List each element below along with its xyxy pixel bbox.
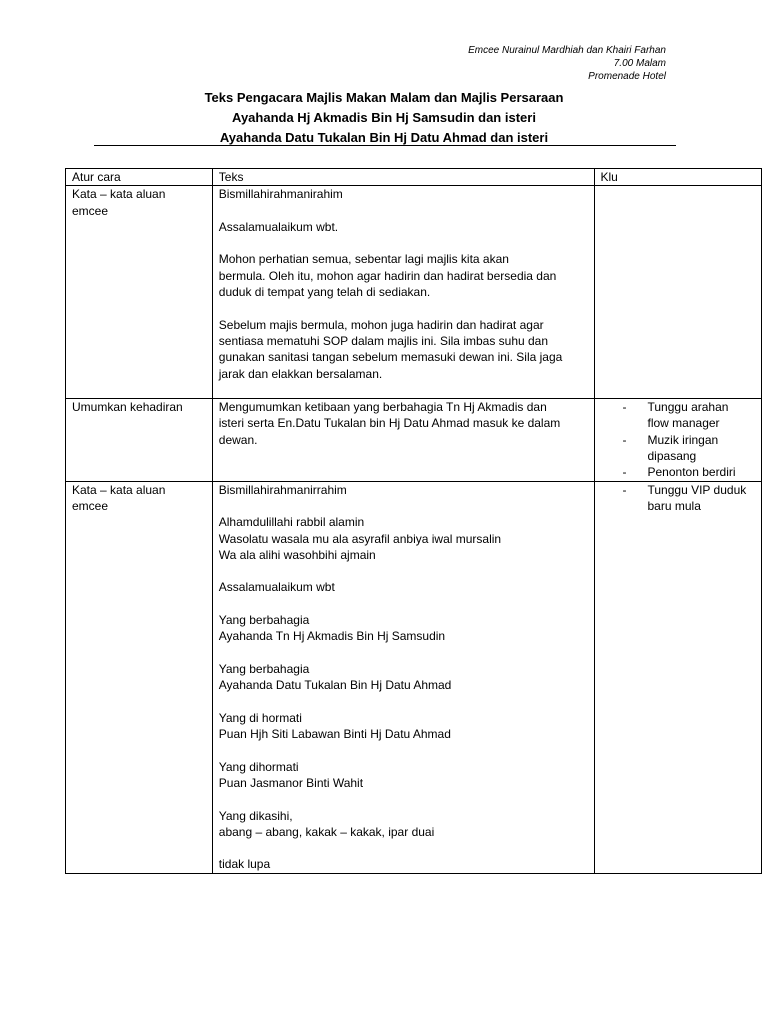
blank-line — [219, 596, 588, 612]
blank-line — [219, 300, 588, 316]
teks-line: Assalamualaikum wbt. — [218, 219, 339, 234]
blank-line — [219, 645, 588, 661]
title-line-2: Ayahanda Hj Akmadis Bin Hj Samsudin dan isteri — [232, 110, 536, 125]
teks-line: Ayahanda Tn Hj Akmadis Bin Hj Samsudin — [218, 629, 446, 644]
teks-line: Yang dikasihi, — [218, 808, 293, 823]
teks-line: tidak lupa — [218, 857, 271, 872]
cell-atur-cara — [66, 399, 213, 481]
klu-list — [601, 399, 756, 480]
meta-emcee: Emcee Nurainul Mardhiah dan Khairi Farhan — [468, 45, 666, 56]
teks-line: gunakan sanitasi tangan sebelum memasuki dewan ini. Sila jaga — [218, 350, 563, 365]
teks-line: Alhamdulillahi rabbil alamin — [218, 515, 365, 530]
event-meta — [468, 44, 666, 83]
blank-line — [219, 563, 588, 579]
table-row — [66, 186, 762, 399]
teks-line: Puan Jasmanor Binti Wahit — [218, 775, 364, 790]
teks-line: isteri serta En.Datu Tukalan bin Hj Datu Ahmad masuk ke dalam — [218, 416, 561, 431]
header-teks: Teks — [212, 169, 594, 186]
atur-cara-line: Kata – kata aluan — [72, 482, 166, 497]
header-klu: Klu — [594, 169, 762, 186]
klu-item: - Penonton berdiri — [601, 464, 756, 480]
teks-line: Wasolatu wasala mu ala asyrafil anbiya iwal mursalin — [218, 531, 502, 546]
blank-line — [219, 382, 588, 398]
teks-line: duduk di tempat yang telah di sediakan. — [218, 285, 431, 300]
teks-line: Assalamualaikum wbt — [218, 580, 335, 595]
teks-line: Yang berbahagia — [218, 661, 310, 676]
teks-line: abang – abang, kakak – kakak, ipar duai — [218, 824, 435, 839]
table-row — [66, 481, 762, 873]
teks-line: Mengumumkan ketibaan yang berbahagia Tn Hj Akmadis dan — [218, 400, 547, 415]
title-underline — [94, 145, 676, 146]
teks-line: Puan Hjh Siti Labawan Binti Hj Datu Ahmad — [218, 727, 451, 742]
cell-klu — [594, 186, 762, 399]
blank-line — [219, 742, 588, 758]
cell-klu — [594, 481, 762, 873]
atur-cara-line: Kata – kata aluan — [72, 187, 166, 202]
atur-cara-line: Umumkan kehadiran — [72, 400, 183, 415]
klu-item: - Tunggu VIP duduk baru mula — [601, 482, 756, 515]
title-line-1: Teks Pengacara Majlis Makan Malam dan Majlis Persaraan — [204, 90, 564, 105]
meta-venue: Promenade Hotel — [588, 71, 666, 82]
cell-atur-cara — [66, 186, 213, 399]
cell-teks — [212, 399, 594, 481]
cell-teks — [212, 481, 594, 873]
blank-line — [219, 840, 588, 856]
document-title — [94, 88, 674, 148]
blank-line — [219, 791, 588, 807]
teks-line: sentiasa mematuhi SOP dalam majlis ini. Sila imbas suhu dan — [218, 333, 549, 348]
teks-line: Yang dihormati — [218, 759, 299, 774]
cell-teks — [212, 186, 594, 399]
teks-line: Mohon perhatian semua, sebentar lagi majlis kita akan — [218, 252, 509, 267]
atur-cara-line: emcee — [72, 498, 109, 513]
title-line-3: Ayahanda Datu Tukalan Bin Hj Datu Ahmad dan isteri — [219, 130, 549, 145]
cell-atur-cara — [66, 481, 213, 873]
teks-line: Wa ala alihi wasohbihi ajmain — [218, 547, 376, 562]
klu-item: - Tunggu arahan flow manager — [601, 399, 756, 432]
cell-klu — [594, 399, 762, 481]
teks-line: Sebelum majis bermula, mohon juga hadirin dan hadirat agar — [218, 317, 544, 332]
table-row — [66, 399, 762, 481]
teks-line: Yang di hormati — [218, 710, 302, 725]
blank-line — [219, 694, 588, 710]
teks-line: Bismillahirahmanirahim — [218, 187, 343, 202]
klu-item: - Muzik iringan dipasang — [601, 432, 756, 465]
meta-time: 7.00 Malam — [613, 58, 666, 69]
blank-line — [219, 235, 588, 251]
table-header-row — [66, 169, 762, 186]
program-table — [65, 168, 762, 874]
blank-line — [219, 498, 588, 514]
teks-line: bermula. Oleh itu, mohon agar hadirin dan hadirat bersedia dan — [218, 268, 557, 283]
teks-line: dewan. — [218, 432, 258, 447]
blank-line — [219, 203, 588, 219]
atur-cara-line: emcee — [72, 203, 109, 218]
teks-line: Ayahanda Datu Tukalan Bin Hj Datu Ahmad — [218, 678, 452, 693]
teks-line: Yang berbahagia — [218, 613, 310, 628]
header-atur-cara: Atur cara — [66, 169, 213, 186]
teks-line: Bismillahirahmanirrahim — [218, 482, 347, 497]
teks-line: jarak dan elakkan bersalaman. — [218, 366, 383, 381]
klu-list — [601, 482, 756, 515]
